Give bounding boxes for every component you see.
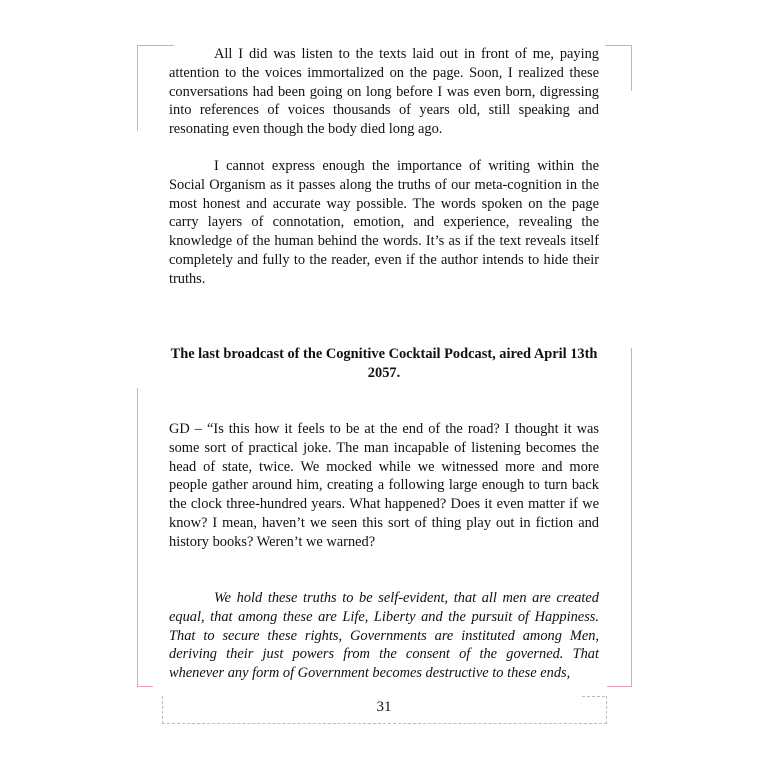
crop-mark-mid-left-v — [137, 388, 138, 686]
crop-mark-top-right-h — [605, 45, 631, 46]
crop-mark-mid-right-v — [631, 348, 632, 686]
body-paragraph: I cannot express enough the importance of writing within the Social Organism as it passes along the truths of our meta-cognition in the most honest and accurate way possible. The words spoken on the page carry layers of connotation, emotion, and experience, revealing the knowledge of the human behind the words. It’s as if the text reveals itself completely and fully to the reader, even if the author intends to hide their truths. — [169, 158, 599, 287]
body-paragraph: All I did was listen to the texts laid out in front of me, paying attention to the voices immortalized on the page. Soon, I realized these conversations had been going on long before I was even born, digressing into references of voices thousands of years old, still speaking and resonating even though the body died long ago. — [169, 46, 599, 138]
page-number: 31 — [376, 699, 392, 715]
crop-mark-top-left-v — [137, 45, 138, 131]
crop-mark-bottom-right-h — [607, 686, 632, 687]
crop-mark-top-right-v — [631, 45, 632, 91]
dialogue-paragraph: GD – “Is this how it feels to be at the end of the road? I thought it was some sort of practical joke. The man incapable of listening becomes the head of state, twice. We mocked while we witnessed more and more people gather around him, creating a following large enough to turn back the clock three-hundred years. What happened? Does it even matter if we know? I mean, haven’t we seen this sort of thing play out in fiction and history books? Weren’t we warned? — [169, 421, 599, 550]
quote-paragraph: We hold these truths to be self-evident, that all men are created equal, that among these are Life, Liberty and the pursuit of Happiness. That to secure these rights, Governments are instituted among Men, deriving their just powers from the consent of the governed. That whenever any form of Government becomes destructive to these ends, — [169, 590, 599, 682]
footer-guide-top-right — [582, 696, 605, 697]
crop-mark-bottom-left-h — [137, 686, 153, 687]
section-heading: The last broadcast of the Cognitive Cocktail Podcast, aired April 13th 2057. — [170, 346, 598, 381]
